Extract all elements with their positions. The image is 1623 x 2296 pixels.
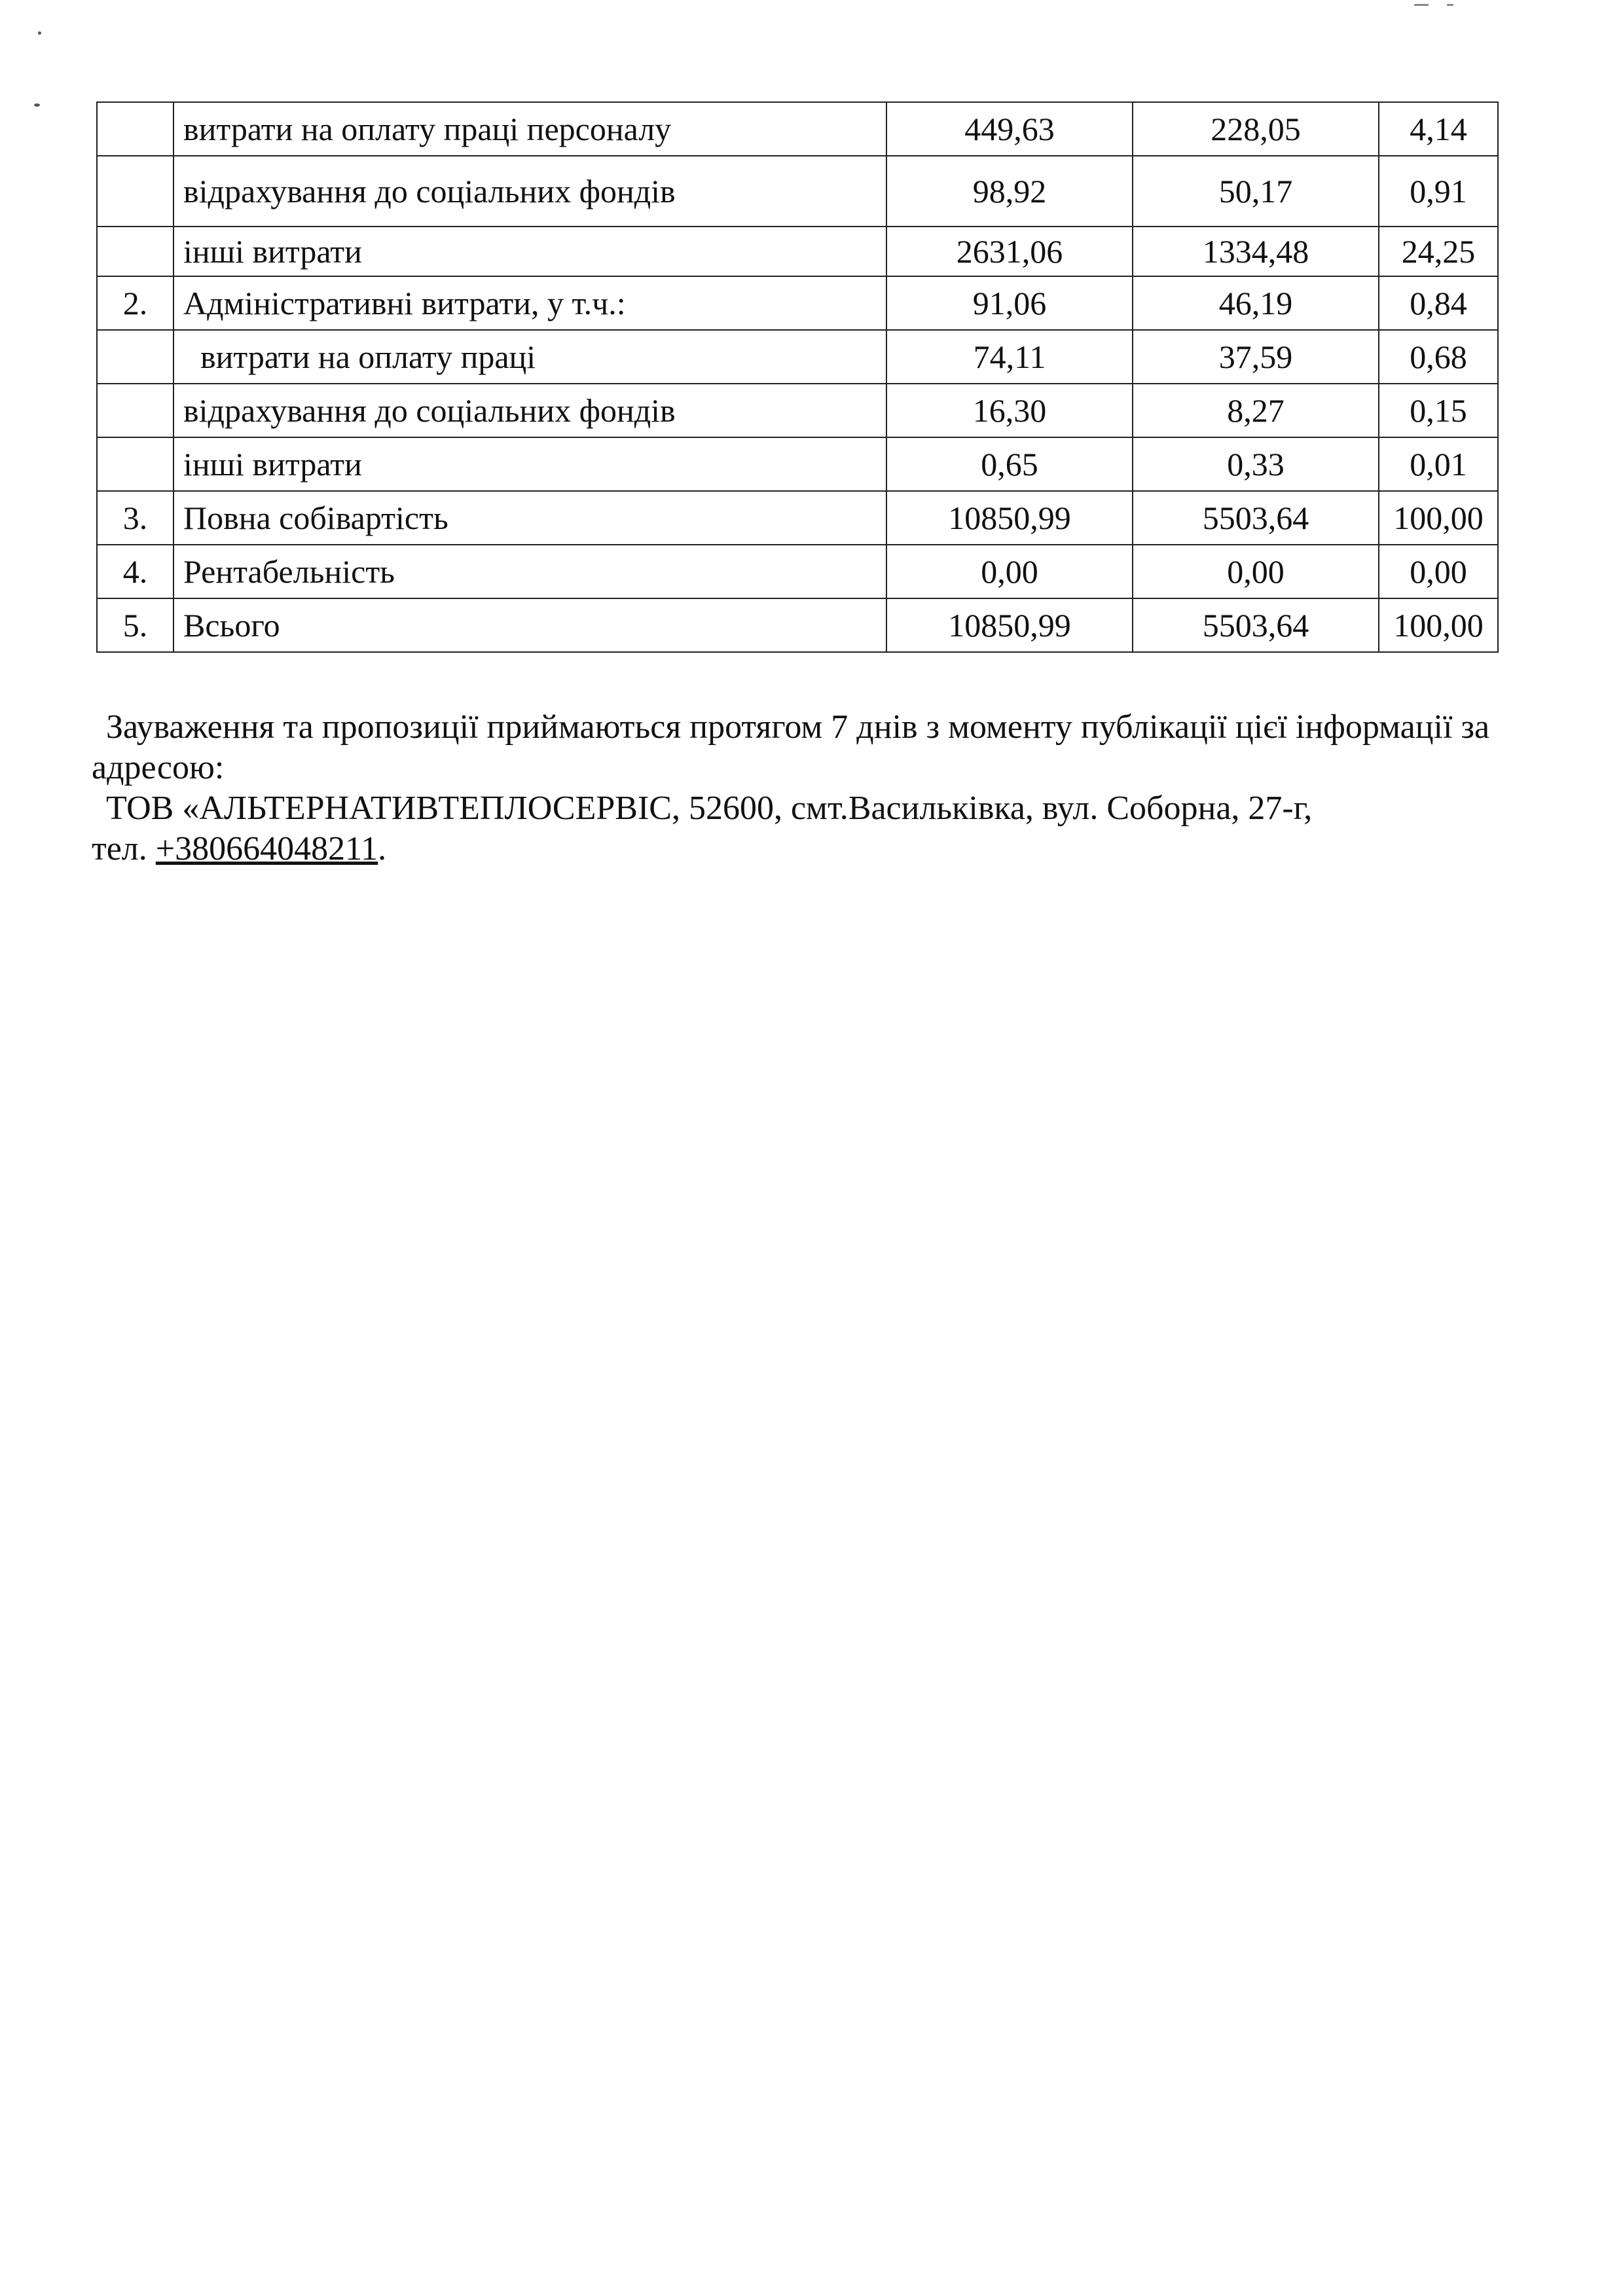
row-value-2: 0,00 — [1133, 545, 1379, 598]
row-percent: 0,15 — [1379, 384, 1498, 437]
row-number — [97, 384, 173, 437]
row-number: 3. — [97, 491, 173, 545]
row-number — [97, 102, 173, 156]
table-row — [97, 545, 1498, 598]
row-name: відрахування до соціальних фондів — [173, 384, 886, 437]
table-row — [97, 598, 1498, 652]
row-percent: 0,68 — [1379, 330, 1498, 384]
table-row — [97, 227, 1498, 276]
row-name: інші витрати — [173, 227, 886, 276]
table-row — [97, 384, 1498, 437]
table-row — [97, 491, 1498, 545]
cost-table — [96, 101, 1499, 653]
row-name: інші витрати — [173, 437, 886, 491]
row-value-1: 0,00 — [886, 545, 1133, 598]
row-name: Повна собівартість — [173, 491, 886, 545]
row-value-1: 10850,99 — [886, 491, 1133, 545]
row-value-1: 16,30 — [886, 384, 1133, 437]
row-value-1: 98,92 — [886, 156, 1133, 227]
row-value-1: 2631,06 — [886, 227, 1133, 276]
row-value-2: 37,59 — [1133, 330, 1379, 384]
scan-speck — [34, 103, 40, 107]
row-value-1: 449,63 — [886, 102, 1133, 156]
row-percent: 100,00 — [1379, 598, 1498, 652]
row-percent: 0,91 — [1379, 156, 1498, 227]
row-number — [97, 437, 173, 491]
row-value-2: 50,17 — [1133, 156, 1379, 227]
row-number — [97, 156, 173, 227]
row-value-2: 0,33 — [1133, 437, 1379, 491]
row-name: Адміністративні витрати, у т.ч.: — [173, 276, 886, 330]
notes-address: ТОВ «АЛЬТЕРНАТИВТЕПЛОСЕРВІС, 52600, смт.Васильківка, вул. Соборна, 27-г, — [106, 790, 1313, 827]
row-value-1: 74,11 — [886, 330, 1133, 384]
notes-phone-line — [92, 829, 1506, 869]
phone-number: +380664048211 — [155, 830, 378, 867]
notes-paragraph: Зауваження та пропозиції приймаються протягом 7 днів з моменту публікації цієї інформації за адресою: — [92, 708, 1490, 786]
row-percent: 0,00 — [1379, 545, 1498, 598]
scan-speck — [38, 31, 41, 35]
scan-speck — [1414, 4, 1429, 6]
row-percent: 4,14 — [1379, 102, 1498, 156]
row-percent: 100,00 — [1379, 491, 1498, 545]
row-value-1: 0,65 — [886, 437, 1133, 491]
row-name: Всього — [173, 598, 886, 652]
table-row — [97, 156, 1498, 227]
notes-block — [92, 707, 1506, 869]
phone-prefix: тел. — [92, 830, 156, 867]
row-number: 5. — [97, 598, 173, 652]
scan-speck — [1447, 4, 1453, 6]
row-value-2: 1334,48 — [1133, 227, 1379, 276]
row-value-1: 91,06 — [886, 276, 1133, 330]
row-name: витрати на оплату праці персоналу — [173, 102, 886, 156]
row-number — [97, 227, 173, 276]
table-row — [97, 437, 1498, 491]
row-value-2: 5503,64 — [1133, 598, 1379, 652]
row-percent: 0,84 — [1379, 276, 1498, 330]
phone-suffix: . — [378, 830, 387, 867]
table-row — [97, 276, 1498, 330]
cost-table-body — [97, 102, 1498, 652]
row-number: 2. — [97, 276, 173, 330]
row-name: Рентабельність — [173, 545, 886, 598]
row-percent: 0,01 — [1379, 437, 1498, 491]
row-value-1: 10850,99 — [886, 598, 1133, 652]
row-value-2: 5503,64 — [1133, 491, 1379, 545]
row-value-2: 8,27 — [1133, 384, 1379, 437]
table-row — [97, 102, 1498, 156]
table-row — [97, 330, 1498, 384]
row-percent: 24,25 — [1379, 227, 1498, 276]
row-name: відрахування до соціальних фондів — [173, 156, 886, 227]
row-number: 4. — [97, 545, 173, 598]
row-name: витрати на оплату праці — [173, 330, 886, 384]
row-number — [97, 330, 173, 384]
row-value-2: 228,05 — [1133, 102, 1379, 156]
row-value-2: 46,19 — [1133, 276, 1379, 330]
